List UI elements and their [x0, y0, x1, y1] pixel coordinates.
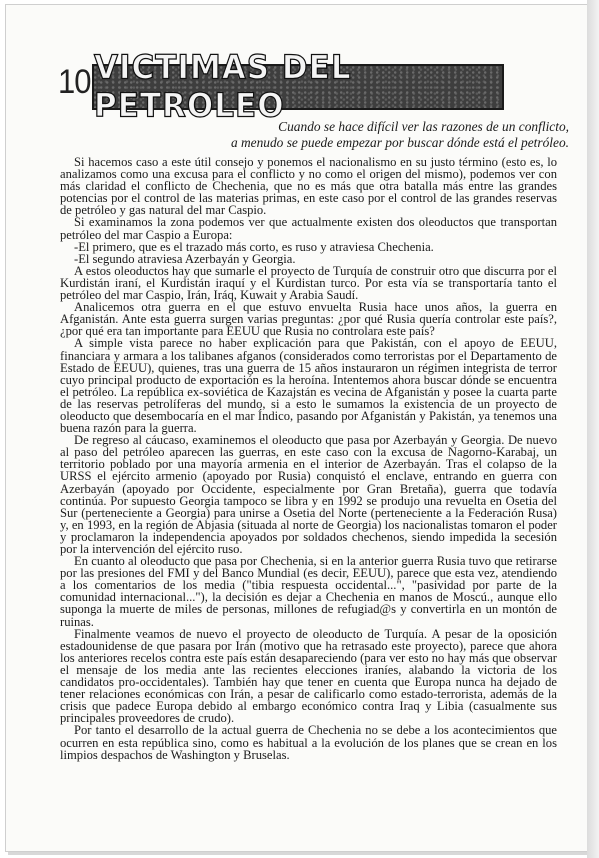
- chapter-number: 10: [58, 62, 91, 101]
- paragraph-8: Finalmente veamos de nuevo el proyecto de oleoducto de Turquía. A pesar de la oposición estadounidense de que pasara por Irán (motivo que ha retrasado este proyecto), parece que ahora los anteriores recelos contra este país están desapareciendo (para ver esto no hay más que observar el mensaje de los media ante las recientes elecciones iraníes, alabando la victoria de los candidatos pro-occidentales). También hay que tener en cuenta que Europa nunca ha dejado de tener relaciones económicas con Irán, a pesar de calificarlo como estado-terrorista, además de la crisis que padece Europa debido al embargo económico contra Iraq y Libia (casualmente sus principales proveedores de crudo).: [60, 626, 557, 726]
- paragraph-7: En cuanto al oleoducto que pasa por Chechenia, si en la anterior guerra Rusia tuvo que retirarse por las presiones del FMI y del Banco Mundial (es decir, EEUU), parece que esta vez, atendiendo a los comentarios de los media ("tibia respuesta occidental...", "pasividad por parte de la comunidad internacional..."), la decisión es dejar a Chechenia en manos de Moscú., aunque ello suponga la muerte de miles de personas, millones de refugiad@s y convertirla en un montón de ruinas.: [60, 554, 557, 629]
- article-body: [60, 156, 557, 761]
- paragraph-4: Analicemos otra guerra en el que estuvo envuelta Rusia hace unos años, la guerra en Afganistán. Ante esta guerra surgen varias preguntas: ¿por qué Rusia quería controlar este país?, ¿por qué era tan importante para EEUU que Rusia no controlara este país?: [60, 300, 557, 339]
- epigraph: [149, 119, 569, 150]
- epigraph-line-1: Cuando se hace difícil ver las razones de un conflicto,: [278, 119, 569, 134]
- page-edge-shadow: [587, 0, 599, 858]
- paragraph-1: Si hacemos caso a este útil consejo y ponemos el nacionalismo en su justo término (esto es, lo analizamos como una excusa para el conflicto y no como el origen del mismo), podemos ver con más claridad el conflicto de Chechenia, que no es más que otra batalla más entre las grandes potencias por el control de las materias primas, en este caso por el control de las grandes reservas de petróleo y gas natural del mar Caspio.: [60, 155, 557, 218]
- paragraph-9: Por tanto el desarrollo de la actual guerra de Chechenia no se debe a los acontecimientos que ocurren en esta república sino, como es habitual a la evolución de los planes que se crean en los limpios despachos de Washington y Bruselas.: [60, 723, 557, 762]
- paragraph-5: A simple vista parece no haber explicación para que Pakistán, con el apoyo de EEUU, financiara y armara a los talibanes afganos (considerados como terroristas por el Departamento de Estado de EEUU), quienes, tras una guerra de 15 años instauraron un régimen integrista de terror cuyo principal producto de exportación es la heroína. Intentemos ahora buscar dónde se encuentra el petróleo. La república ex-soviética de Kazajstán es vecina de Afganistán y posee la cuarta parte de las reservas petrolíferas del mundo, si a esto le sumamos la existencia de un proyecto de oleoducto que desembocaría en el mar Índico, pasando por Afganistán y Pakistán, ya tenemos una buena razón para la guerra.: [60, 336, 557, 436]
- epigraph-line-2: a menudo se puede empezar por buscar dónde está el petróleo.: [230, 134, 569, 150]
- list-item-1: -El primero, que es el trazado más corto, es ruso y atraviesa Chechenia.: [74, 239, 434, 254]
- paragraph-3: A estos oleoductos hay que sumarle el proyecto de Turquía de construir otro que discurra por el Kurdistán iraní, el Kurdistán iraquí y el Kurdistan turco. Por esta vía se transportaría tanto el petróleo del mar Caspio, Irán, Iráq, Kuwait y Arabia Saudí.: [60, 263, 557, 303]
- chapter-title-banner: [92, 49, 504, 125]
- paragraph-2: Si examinamos la zona podemos ver que actualmente existen dos oleoductos que transportan petróleo del mar Caspio a Europa:: [60, 215, 557, 242]
- chapter-title: VICTIMAS DEL PETROLEO: [94, 49, 352, 125]
- list-item-2: -El segundo atraviesa Azerbayán y Georgia.: [74, 251, 296, 266]
- paragraph-6: De regreso al cáucaso, examinemos el oleoducto que pasa por Azerbayán y Georgia. De nuevo al paso del petróleo aparecen las guerras, en este caso con la excusa de Nagorno-Karabaj, un territorio poblado por una mayoría armenia en el interior de Azerbayán. Tras el colapso de la URSS el ejército armenio (apoyado por Rusia) conquistó el enclave, entrando en guerra con Azerbayán (apoyado por Occidente, especialmente por Gran Bretaña), guerra que todavía continúa. Por supuesto Georgia tampoco se libra y en 1992 se produjo una revuelta en Osetia del Sur (perteneciente a Georgia) para unirse a Osetia del Norte (perteneciente a la Federación Rusa) y, en 1993, en la región de Abjasia (situada al norte de Georgia) los nacionalistas tomaron el poder y proclamaron la independencia apoyados por soldados chechenos, siendo impedida la secesión por la intervención del ejército ruso.: [60, 433, 557, 556]
